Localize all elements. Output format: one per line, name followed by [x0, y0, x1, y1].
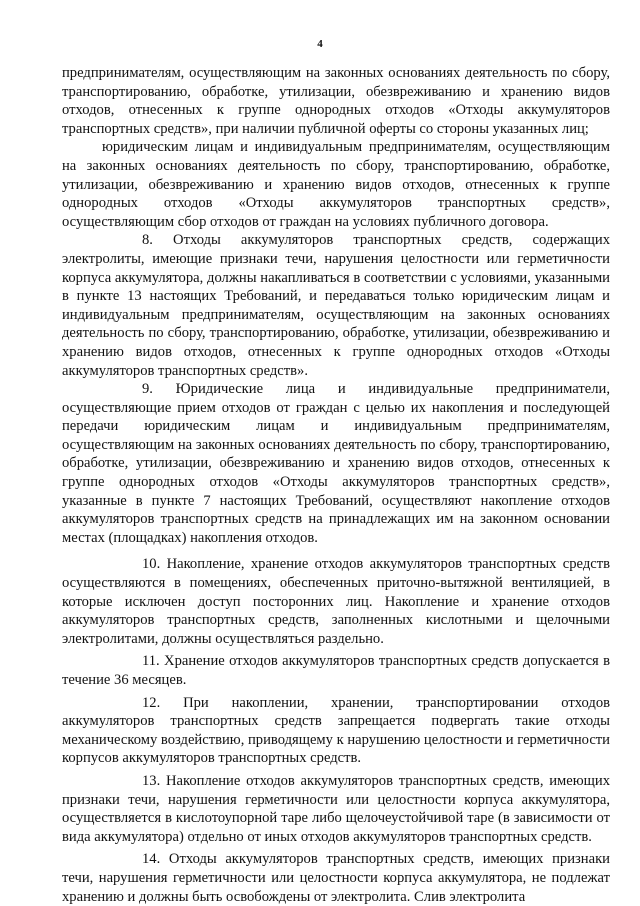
paragraph-text: Накопление отходов аккумуляторов транспортных средств, имеющих признаки течи, нарушения герметичности или целостности корпуса аккумулятора, осуществляется в кислотоупорной таре либо щелочеустойчивой таре (в зависимости от вида аккумулятора) отдельно от иных отходов аккумуляторов транспортных средств. [62, 772, 610, 845]
paragraph-text: Юридические лица и индивидуальные предприниматели, осуществляющие прием отходов от граждан с целью их накопления и последующей передачи юридическим лицам и индивидуальным предпринимателям, осуществляющим на законных основаниях деятельность по сбору, транспортированию, обработке, утилизации, обезвреживанию и хранению видов отходов, отнесенных к группе однородных отходов «Отходы аккумуляторов транспортных средств», указанные в пункте 7 настоящих Требований, осуществляют накопление отходов аккумуляторов транспортных средств на принадлежащих им на законном основании местах (площадках) накопления отходов. [62, 381, 610, 546]
paragraph-continuation [62, 64, 610, 138]
page-number: 4 [317, 38, 323, 50]
paragraph-number: 9. [142, 381, 153, 398]
paragraph-number: 14. [142, 851, 161, 868]
paragraph-number: 8. [142, 232, 153, 249]
paragraph-8 [62, 231, 610, 380]
paragraph-text: предпринимателям, осуществляющим на законных основаниях деятельность по сбору, транспортированию, обработке, утилизации, обезвреживанию и хранению видов отходов, отнесенных к группе однородных отходов «Отходы аккумуляторов транспортных средств», при наличии публичной оферты со стороны указанных лиц; [62, 65, 610, 137]
paragraph-10 [62, 555, 610, 648]
paragraph-text: Отходы аккумуляторов транспортных средств, содержащих электролиты, имеющие признаки течи, нарушения целостности или герметичности корпуса аккумулятора, должны накапливаться в соответствии с условиями, указанными в пункте 13 настоящих Требований, и передаваться только юридическим лицам и индивидуальным предпринимателям, осуществляющим на законных основаниях деятельность по сбору, транспортированию, обработке, утилизации, обезвреживанию и хранению видов отходов, отнесенных к группе однородных отходов «Отходы аккумуляторов транспортных средств». [62, 232, 610, 379]
paragraph-legal-entities [62, 138, 610, 231]
paragraph-text: юридическим лицам и индивидуальным предпринимателям, осуществляющим на законных основаниях деятельность по сбору, транспортированию, обработке, утилизации, обезвреживанию и хранению видов отходов, отнесенных к группе однородных отходов «Отходы аккумуляторов транспортных средств», осуществляющим сбор отходов от граждан на условиях публичного договора. [62, 139, 610, 230]
paragraph-text: При накоплении, хранении, транспортировании отходов аккумуляторов транспортных средств запрещается подвергать такие отходы механическому воздействию, приводящему к нарушению целостности и герметичности корпусов аккумуляторов транспортных средств. [62, 694, 611, 767]
paragraph-text: Хранение отходов аккумуляторов транспортных средств допускается в течение 36 месяцев. [62, 653, 610, 688]
paragraph-text: Отходы аккумуляторов транспортных средств, имеющих признаки течи, нарушения герметичности или целостности корпуса аккумулятора, не подлежат хранению и должны быть освобождены от электролита. Слив электролита [62, 851, 610, 905]
paragraph-number: 13. [142, 772, 161, 789]
paragraph-number: 11. [142, 653, 160, 670]
paragraph-12 [62, 694, 610, 768]
paragraph-13 [62, 772, 610, 846]
paragraph-number: 12. [142, 694, 161, 711]
paragraph-text: Накопление, хранение отходов аккумуляторов транспортных средств осуществляются в помещениях, обеспеченных приточно-вытяжной вентиляцией, в которые исключен доступ посторонних лиц. Накопление и хранение отходов аккумуляторов транспортных средств, заполненных кислотными и щелочными электролитами, должны осуществляться раздельно. [62, 556, 610, 647]
paragraph-number: 10. [142, 556, 161, 573]
document-body [62, 64, 610, 906]
paragraph-11 [62, 652, 610, 689]
paragraph-9 [62, 380, 610, 547]
paragraph-14 [62, 850, 610, 906]
